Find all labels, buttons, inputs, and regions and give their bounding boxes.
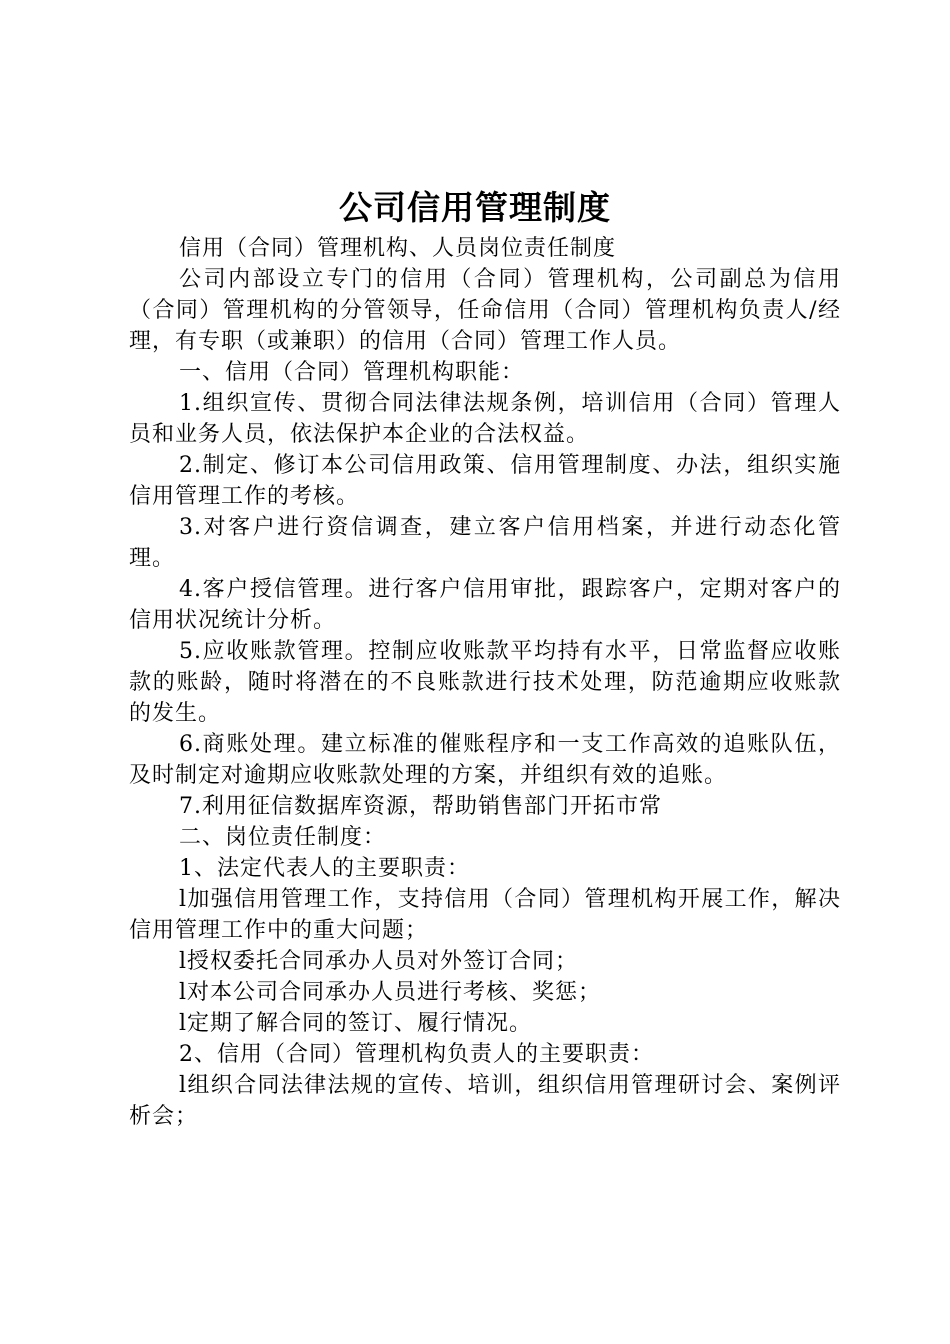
paragraph-function-3: 3.对客户进行资信调查，建立客户信用档案，并进行动态化管理。 — [129, 515, 841, 571]
paragraph-function-6: 6.商账处理。建立标准的催账程序和一支工作高效的追账队伍，及时制定对逾期应收账款处理的方案，并组织有效的追账。 — [129, 732, 841, 788]
paragraph-function-7: 7.利用征信数据库资源，帮助销售部门开拓市常 — [179, 794, 662, 819]
paragraph-function-1: 1.组织宣传、贯彻合同法律法规条例，培训信用（合同）管理人员和业务人员，依法保护本企业的合法权益。 — [129, 391, 841, 447]
section-heading-duties: 二、岗位责任制度： — [179, 825, 387, 850]
list-item-duty-4: l定期了解合同的签订、履行情况。 — [179, 1011, 533, 1036]
subheading-legal-rep: 1、法定代表人的主要职责： — [179, 856, 470, 881]
list-item-duty-3: l对本公司合同承办人员进行考核、奖惩； — [179, 980, 602, 1005]
paragraph-function-4: 4.客户授信管理。进行客户信用审批，跟踪客户，定期对客户的信用状况统计分析。 — [129, 577, 841, 633]
list-item-duty-1: l加强信用管理工作，支持信用（合同）管理机构开展工作，解决信用管理工作中的重大问题； — [129, 887, 841, 943]
paragraph-function-2: 2.制定、修订本公司信用政策、信用管理制度、办法，组织实施信用管理工作的考核。 — [129, 453, 841, 509]
subheading-manager: 2、信用（合同）管理机构负责人的主要职责： — [179, 1042, 654, 1067]
list-item-manager-duty-1: l组织合同法律法规的宣传、培训，组织信用管理研讨会、案例评析会； — [129, 1073, 841, 1129]
section-heading-functions: 一、信用（合同）管理机构职能： — [179, 360, 525, 385]
list-item-duty-2: l授权委托合同承办人员对外签订合同； — [179, 949, 579, 974]
document-title: 公司信用管理制度 — [339, 188, 611, 227]
paragraph-subtitle: 信用（合同）管理机构、人员岗位责任制度 — [179, 236, 617, 261]
paragraph-function-5: 5.应收账款管理。控制应收账款平均持有水平，日常监督应收账款的账龄，随时将潜在的不良账款进行技术处理，防范逾期应收账款的发生。 — [129, 639, 841, 726]
document-body — [129, 233, 841, 1132]
paragraph-intro: 公司内部设立专门的信用（合同）管理机构，公司副总为信用（合同）管理机构的分管领导，任命信用（合同）管理机构负责人/经理，有专职（或兼职）的信用（合同）管理工作人员。 — [129, 267, 841, 354]
